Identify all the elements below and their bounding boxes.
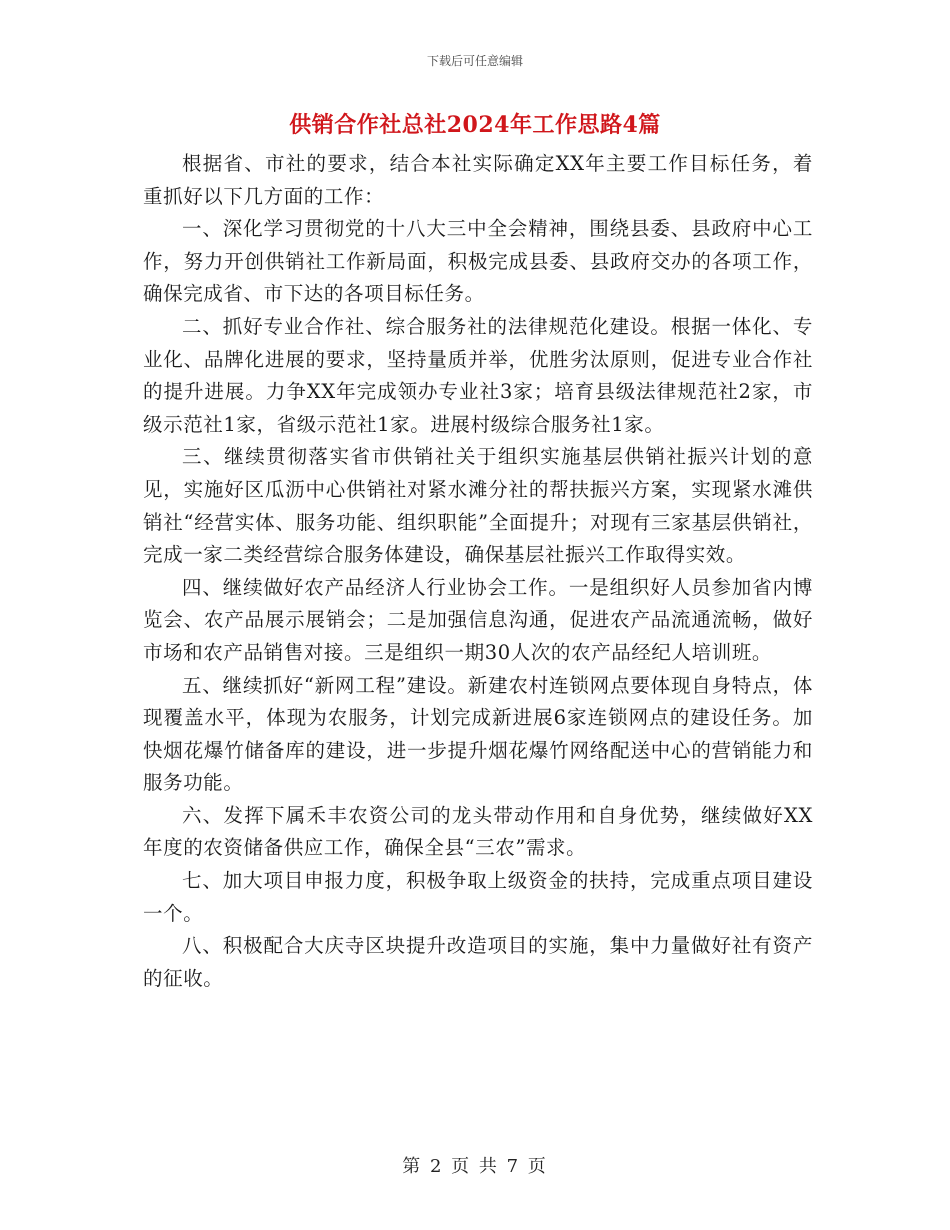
document-title: 供销合作社总社2024年工作思路4篇 [289, 112, 661, 138]
paragraph-item-2: 二、抓好专业合作社、综合服务社的法律规范化建设。根据一体化、专业化、品牌化进展的要求，坚持量质并举，优胜劣汰原则，促进专业合作社的提升进展。力争XX年完成领办专业社3家；培育县级法律规范社2家，市级示范社1家，省级示范社1家。进展村级综合服务社1家。 [143, 314, 813, 436]
header-note: 下载后可任意编辑 [426, 54, 523, 68]
paragraph-item-3: 三、继续贯彻落实省市供销社关于组织实施基层供销社振兴计划的意见，实施好区瓜沥中心供销社对紧水滩分社的帮扶振兴方案，实现紧水滩供销社“经营实体、服务功能、组织职能”全面提升；对现有三家基层供销社，完成一家二类经营综合服务体建设，确保基层社振兴工作取得实效。 [143, 445, 813, 567]
paragraph-item-6: 六、发挥下属禾丰农资公司的龙头带动作用和自身优势，继续做好XX年度的农资储备供应工作，确保全县“三农”需求。 [143, 803, 813, 860]
document-body [143, 148, 813, 995]
paragraph-item-4: 四、继续做好农产品经济人行业协会工作。一是组织好人员参加省内博览会、农产品展示展销会；二是加强信息沟通，促进农产品流通流畅，做好市场和农产品销售对接。三是组织一期30人次的农产品经纪人培训班。 [143, 575, 813, 664]
paragraph-item-8: 八、积极配合大庆寺区块提升改造项目的实施，集中力量做好社有资产的征收。 [143, 934, 813, 990]
paragraph-item-5: 五、继续抓好“新网工程”建设。新建农村连锁网点要体现自身特点，体现覆盖水平，体现为农服务，计划完成新进展6家连锁网点的建设任务。加快烟花爆竹储备库的建设，进一步提升烟花爆竹网络配送中心的营销能力和服务功能。 [143, 673, 813, 795]
paragraph-intro: 根据省、市社的要求，结合本社实际确定XX年主要工作目标任务，着重抓好以下几方面的工作： [143, 152, 813, 208]
page-number: 第 2 页 共 7 页 [402, 1156, 548, 1177]
paragraph-item-1: 一、深化学习贯彻党的十八大三中全会精神，围绕县委、县政府中心工作，努力开创供销社工作新局面，积极完成县委、县政府交办的各项工作，确保完成省、市下达的各项目标任务。 [143, 217, 813, 306]
paragraph-item-7: 七、加大项目申报力度，积极争取上级资金的扶持，完成重点项目建设一个。 [143, 869, 813, 925]
